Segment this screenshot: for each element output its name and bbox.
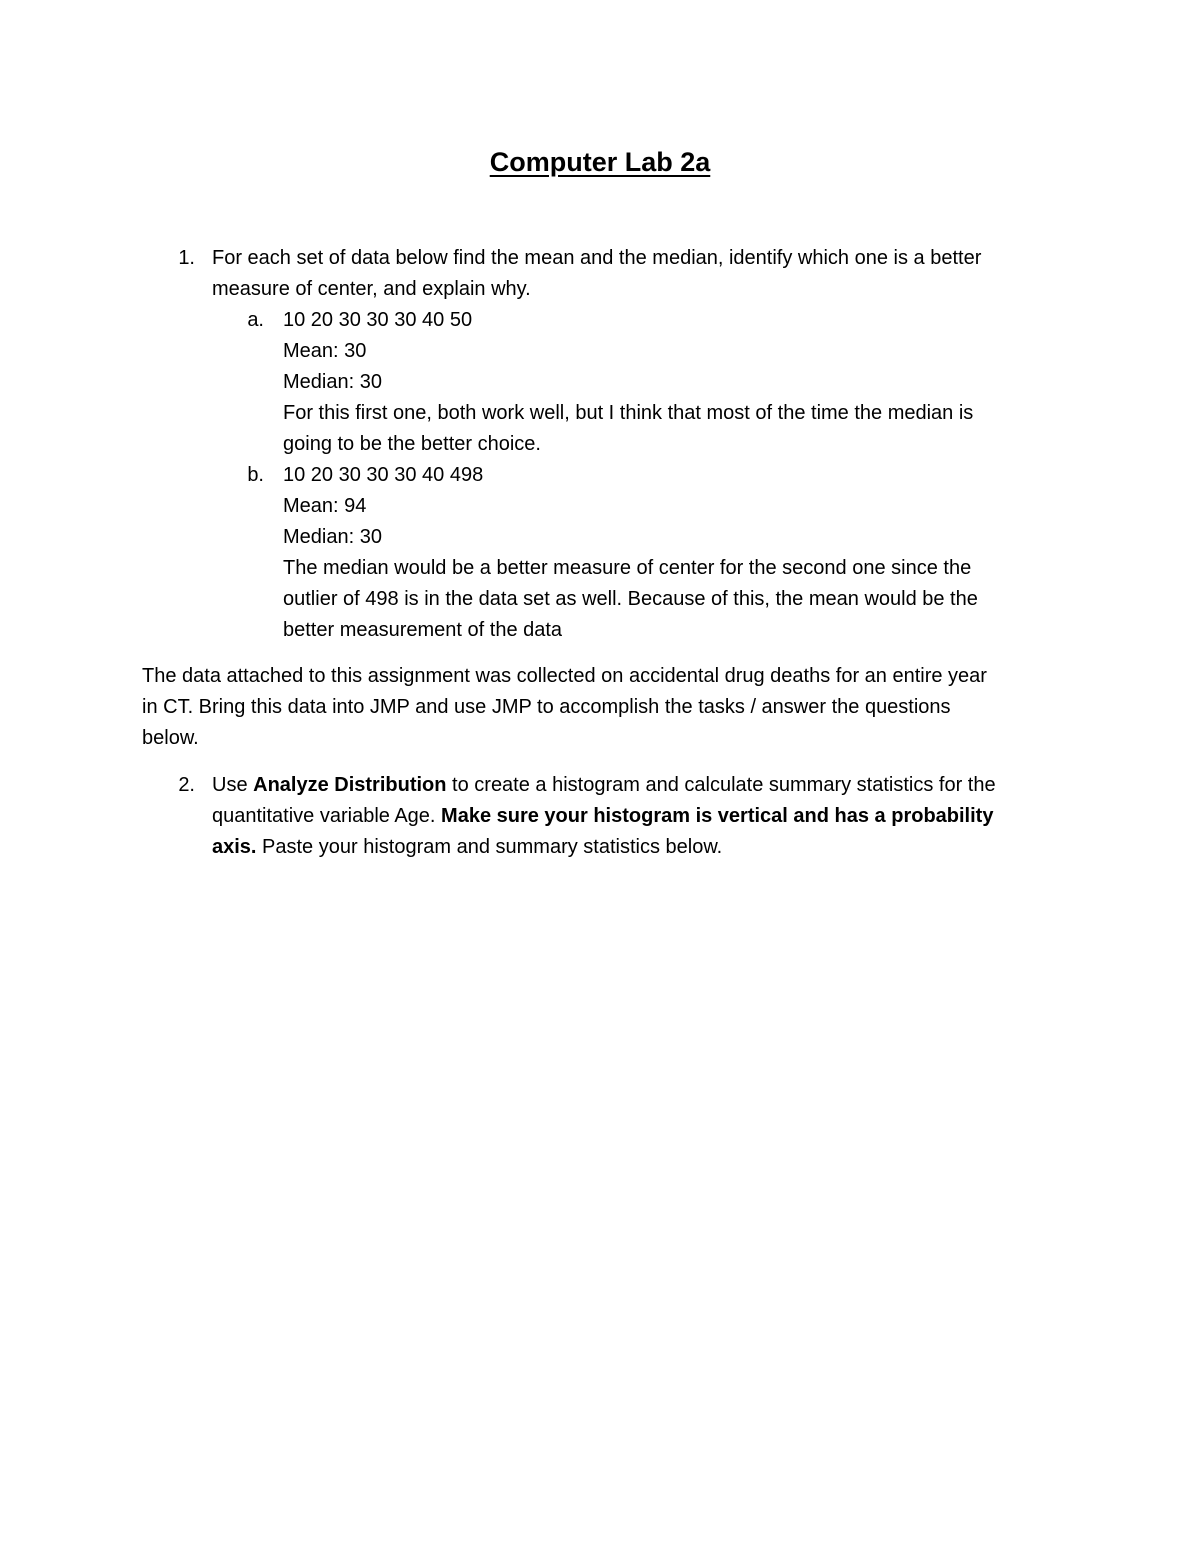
analyze-distribution-term: Analyze Distribution <box>253 774 447 796</box>
part-b-data: 10 20 30 30 30 40 498 <box>283 464 484 486</box>
part-b-mean: Mean: 94 <box>283 495 367 517</box>
intro-line-3: below. <box>142 727 199 749</box>
part-a-letter: a. <box>247 309 264 331</box>
question-1-number: 1. <box>178 247 195 269</box>
question-2-line-3 <box>212 832 722 863</box>
part-a-explanation-line-2: going to be the better choice. <box>283 433 541 455</box>
question-2-line-1-pre: Use <box>212 774 254 796</box>
question-1-prompt-line-2: measure of center, and explain why. <box>212 278 531 300</box>
question-2-line-1-post: to create a histogram and calculate summary statistics for the <box>446 774 996 796</box>
question-2-line-2-pre: quantitative variable Age. <box>212 805 442 827</box>
part-a-explanation-line-1: For this first one, both work well, but I think that most of the time the median is <box>283 402 974 424</box>
question-2-number: 2. <box>178 774 195 796</box>
part-b-explanation-line-2: outlier of 498 is in the data set as well. Because of this, the mean would be the <box>283 588 978 610</box>
part-b-explanation-line-1: The median would be a better measure of center for the second one since the <box>283 557 972 579</box>
intro-line-2: in CT. Bring this data into JMP and use JMP to accomplish the tasks / answer the questions <box>142 696 951 718</box>
part-b-explanation-line-3: better measurement of the data <box>283 619 563 641</box>
intro-line-1: The data attached to this assignment was collected on accidental drug deaths for an entire year <box>142 665 987 687</box>
part-b-letter: b. <box>247 464 264 486</box>
part-b-median: Median: 30 <box>283 526 382 548</box>
question-2-line-3-bold: axis. <box>212 836 257 858</box>
page-title: Computer Lab 2a <box>489 147 711 177</box>
question-2-line-2-bold: Make sure your histogram is vertical and has a probability <box>441 805 994 827</box>
part-a-data: 10 20 30 30 30 40 50 <box>283 309 473 331</box>
question-1-prompt-line-1: For each set of data below find the mean and the median, identify which one is a better <box>212 247 982 269</box>
part-a-median: Median: 30 <box>283 371 382 393</box>
question-2-line-1 <box>212 770 996 801</box>
part-a-mean: Mean: 30 <box>283 340 367 362</box>
question-2-line-3-post: Paste your histogram and summary statistics below. <box>256 836 723 858</box>
question-2-line-2 <box>212 801 993 832</box>
